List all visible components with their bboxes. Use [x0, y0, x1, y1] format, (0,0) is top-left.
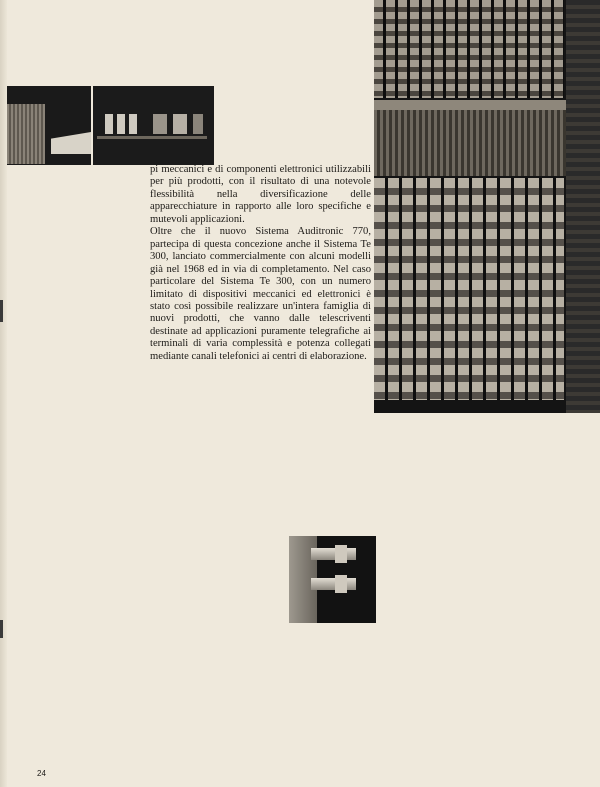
- photo-key: [193, 114, 203, 134]
- photo-keyboard-closeup: [374, 0, 600, 413]
- photo-mechanical-component: [289, 536, 376, 623]
- page-number: 24: [37, 769, 46, 778]
- photo-block-detail: [51, 132, 91, 154]
- photo-shaft: [311, 578, 356, 590]
- photo-shaft: [311, 548, 356, 560]
- photo-key: [173, 114, 187, 134]
- paragraph-2: Oltre che il nuovo Sistema Auditronic 770, partecipa di questa concezione anche il Sistema Te 300, lanciato commercialmente con alcuni modelli già nel 1968 ed in via di completamento. Nel caso particolare del Sistema Te 300, con un numero limitato di dispositivi meccanici ed elettronici è stato così possibile realizzare un'intera famiglia di nuovi prodotti, che vanno dalle telescriventi destinate ad applicazioni puramente telegrafiche ai terminali di varia complessità e potenza collegati mediante canali telefonici ai centri di elaborazione.: [150, 226, 371, 362]
- photo-key-grid-top: [374, 0, 564, 98]
- photo-bar: [97, 136, 207, 139]
- paragraph-1: pi meccanici e di componenti elettronici utilizzabili per più prodotti, con il risultato di una notevole flessibilità nella diversificazione delle apparecchiature in rapporto alle loro specifiche e mutevoli applicazioni.: [150, 164, 371, 225]
- photo-keyboard-detail: [93, 86, 214, 165]
- photo-key: [153, 114, 167, 134]
- page-binding-edge: [0, 0, 7, 787]
- binding-mark: [0, 300, 3, 322]
- photo-side-column: [566, 0, 600, 413]
- photo-panel-detail: [7, 104, 45, 164]
- binding-mark: [0, 620, 3, 638]
- photo-knob: [335, 575, 347, 593]
- photo-knob: [335, 545, 347, 563]
- article-body: [150, 164, 371, 363]
- photo-key: [117, 114, 125, 134]
- photo-key: [105, 114, 113, 134]
- photo-key: [129, 114, 137, 134]
- photo-key-grid-bottom: [374, 178, 564, 400]
- photo-machine-panel: [7, 86, 91, 165]
